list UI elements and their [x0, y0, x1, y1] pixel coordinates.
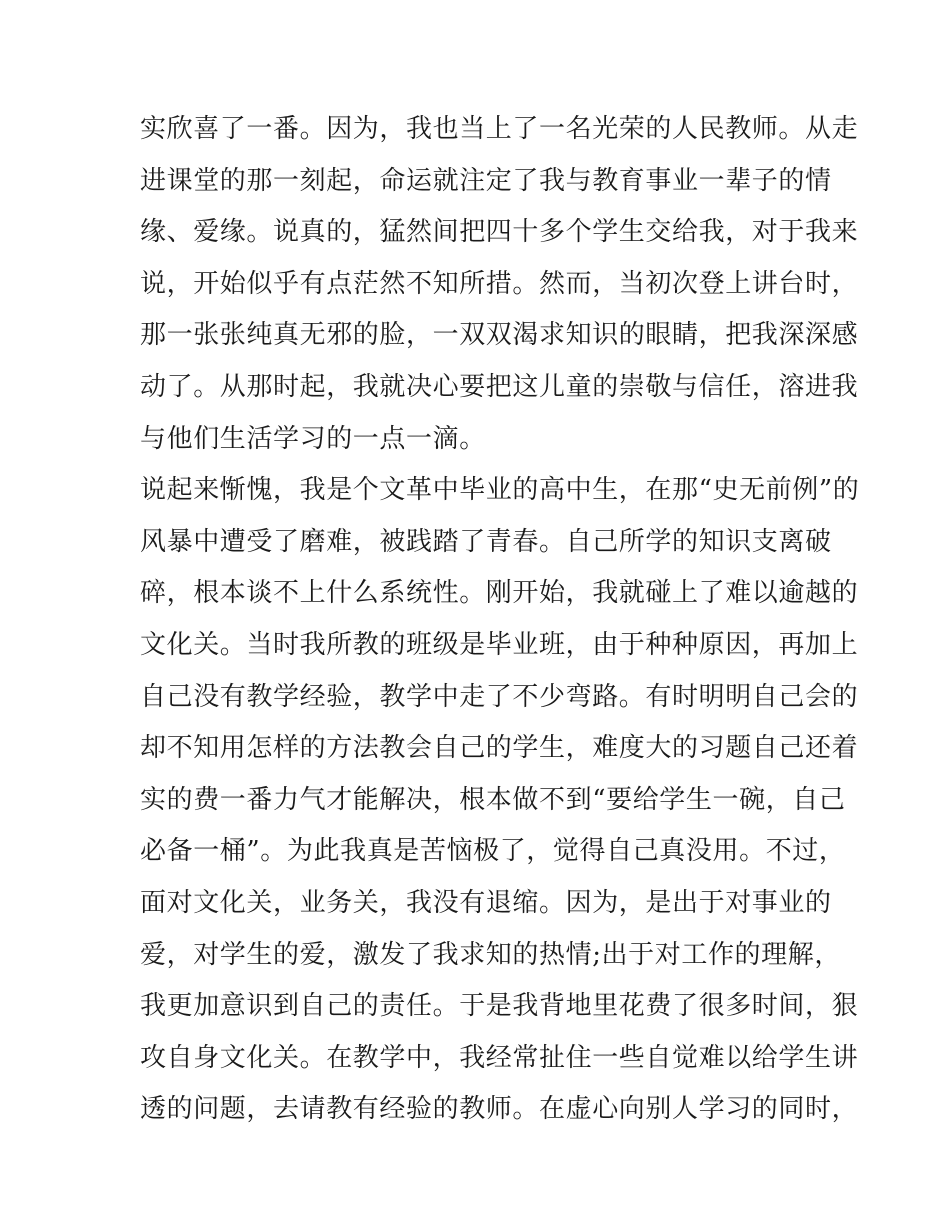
- text-line: 风暴中遭受了磨难，被践踏了青春。自己所学的知识支离破: [140, 526, 832, 557]
- body-text: [140, 104, 860, 1136]
- text-line: 进课堂的那一刻起，命运就注定了我与教育事业一辈子的情: [140, 165, 832, 196]
- text-line: 攻自身文化关。在教学中，我经常扯住一些自觉难以给学生讲: [140, 1042, 859, 1073]
- text-line: 我更加意识到自己的责任。于是我背地里花费了很多时间，狠: [140, 991, 859, 1022]
- text-line: 却不知用怎样的方法教会自己的学生，难度大的习题自己还着: [140, 733, 859, 764]
- text-line: 自己没有教学经验，教学中走了不少弯路。有时明明自己会的: [140, 681, 859, 712]
- text-line: 爱，对学生的爱，激发了我求知的热情;出于对工作的理解，: [140, 939, 841, 970]
- text-line: 实欣喜了一番。因为，我也当上了一名光荣的人民教师。从走: [140, 114, 859, 144]
- text-line: 碎，根本谈不上什么系统性。刚开始，我就碰上了难以逾越的: [140, 578, 859, 609]
- text-line: 那一张张纯真无邪的脸，一双双渴求知识的眼睛，把我深深感: [140, 320, 859, 351]
- text-line: 面对文化关，业务关，我没有退缩。因为，是出于对事业的: [140, 887, 832, 918]
- text-line: 透的问题，去请教有经验的教师。在虚心向别人学习的同时，: [140, 1094, 859, 1125]
- text-line: 动了。从那时起，我就决心要把这儿童的崇敬与信任，溶进我: [140, 371, 859, 402]
- text-line: 说，开始似乎有点茫然不知所措。然而，当初次登上讲台时，: [140, 268, 859, 299]
- text-line: 与他们生活学习的一点一滴。: [140, 423, 486, 454]
- text-line: 说起来惭愧，我是个文革中毕业的高中生，在那“史无前例”的: [140, 475, 860, 506]
- text-line: 缘、爱缘。说真的，猛然间把四十多个学生交给我，对于我来: [140, 217, 859, 248]
- text-line: 文化关。当时我所教的班级是毕业班，由于种种原因，再加上: [140, 629, 859, 660]
- text-line: 实的费一番力气才能解决，根本做不到“要给学生一碗，自己: [140, 784, 846, 815]
- text-line: 必备一桶”。为此我真是苦恼极了，觉得自己真没用。不过，: [140, 836, 846, 867]
